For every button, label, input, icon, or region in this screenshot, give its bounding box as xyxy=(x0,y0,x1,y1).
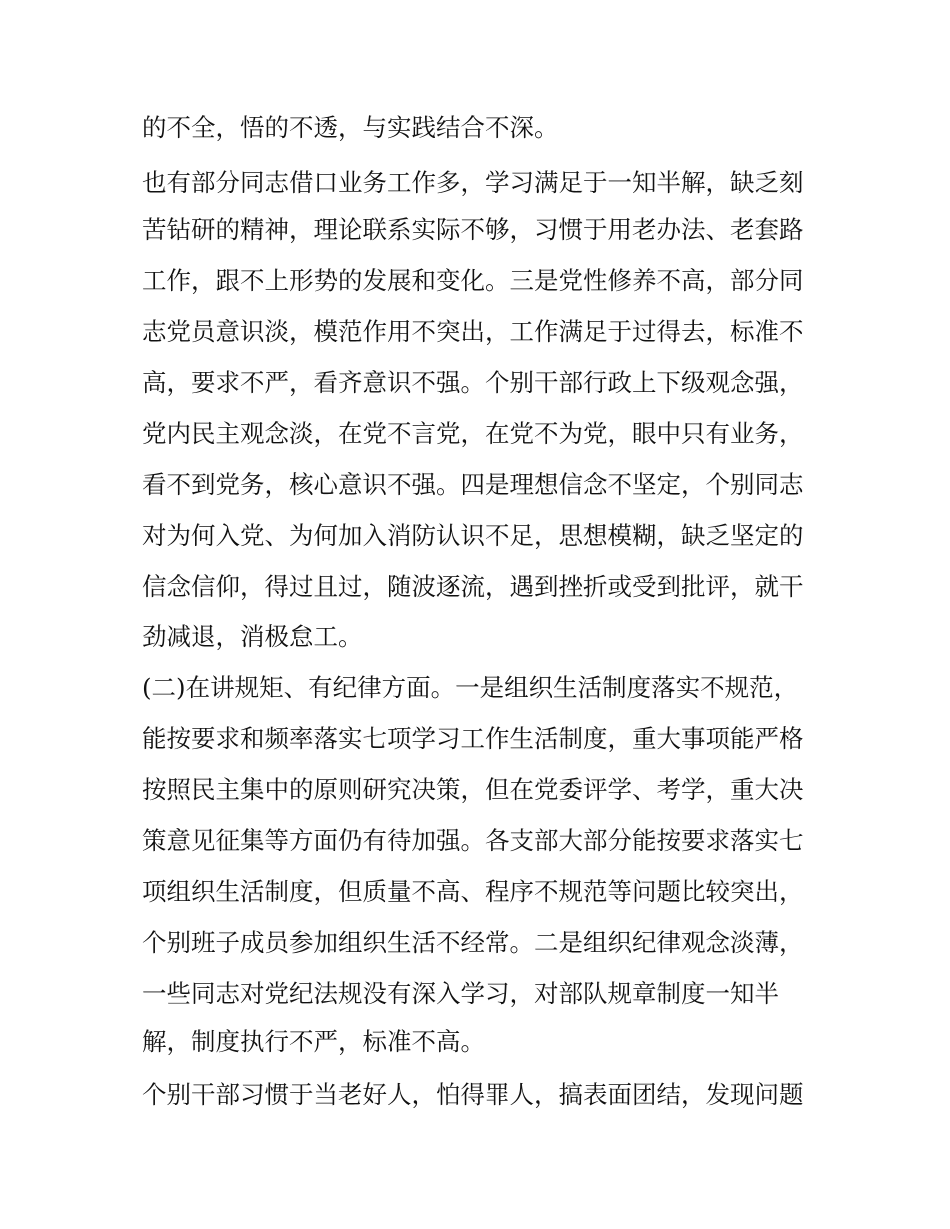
text-line: 志党员意识淡，模范作用不突出，工作满足于过得去，标准不 xyxy=(142,317,804,346)
text-line: 看不到党务，核心意识不强。四是理想信念不坚定，个别同志 xyxy=(142,470,804,499)
text-line: 工作，跟不上形势的发展和变化。三是党性修养不高，部分同 xyxy=(142,266,804,295)
text-line: 苦钻研的精神，理论联系实际不够，习惯于用老办法、老套路 xyxy=(142,215,804,244)
text-line: 的不全，悟的不透，与实践结合不深。 xyxy=(142,113,559,142)
text-line: 劲减退，消极怠工。 xyxy=(142,622,363,651)
text-line: 按照民主集中的原则研究决策，但在党委评学、考学，重大决 xyxy=(142,775,804,804)
text-line: (二)在讲规矩、有纪律方面。一是组织生活制度落实不规范， xyxy=(142,673,799,702)
text-line: 策意见征集等方面仍有待加强。各支部大部分能按要求落实七 xyxy=(142,826,804,855)
text-line: 个别干部习惯于当老好人，怕得罪人，搞表面团结，发现问题 xyxy=(142,1080,804,1109)
text-line: 一些同志对党纪法规没有深入学习，对部队规章制度一知半 xyxy=(142,979,779,1008)
text-line: 解，制度执行不严，标准不高。 xyxy=(142,1027,485,1056)
text-line: 信念信仰，得过且过，随波逐流，遇到挫折或受到批评，就干 xyxy=(142,572,804,601)
text-line: 对为何入党、为何加入消防认识不足，思想模糊，缺乏坚定的 xyxy=(142,521,804,550)
text-line: 高，要求不严，看齐意识不强。个别干部行政上下级观念强， xyxy=(142,368,804,397)
text-line: 项组织生活制度，但质量不高、程序不规范等问题比较突出， xyxy=(142,877,804,906)
text-line: 党内民主观念淡，在党不言党，在党不为党，眼中只有业务， xyxy=(142,419,804,448)
text-line: 也有部分同志借口业务工作多，学习满足于一知半解，缺乏刻 xyxy=(142,168,804,197)
text-line: 能按要求和频率落实七项学习工作生活制度，重大事项能严格 xyxy=(142,724,804,753)
text-line: 个别班子成员参加组织生活不经常。二是组织纪律观念淡薄， xyxy=(142,928,804,957)
